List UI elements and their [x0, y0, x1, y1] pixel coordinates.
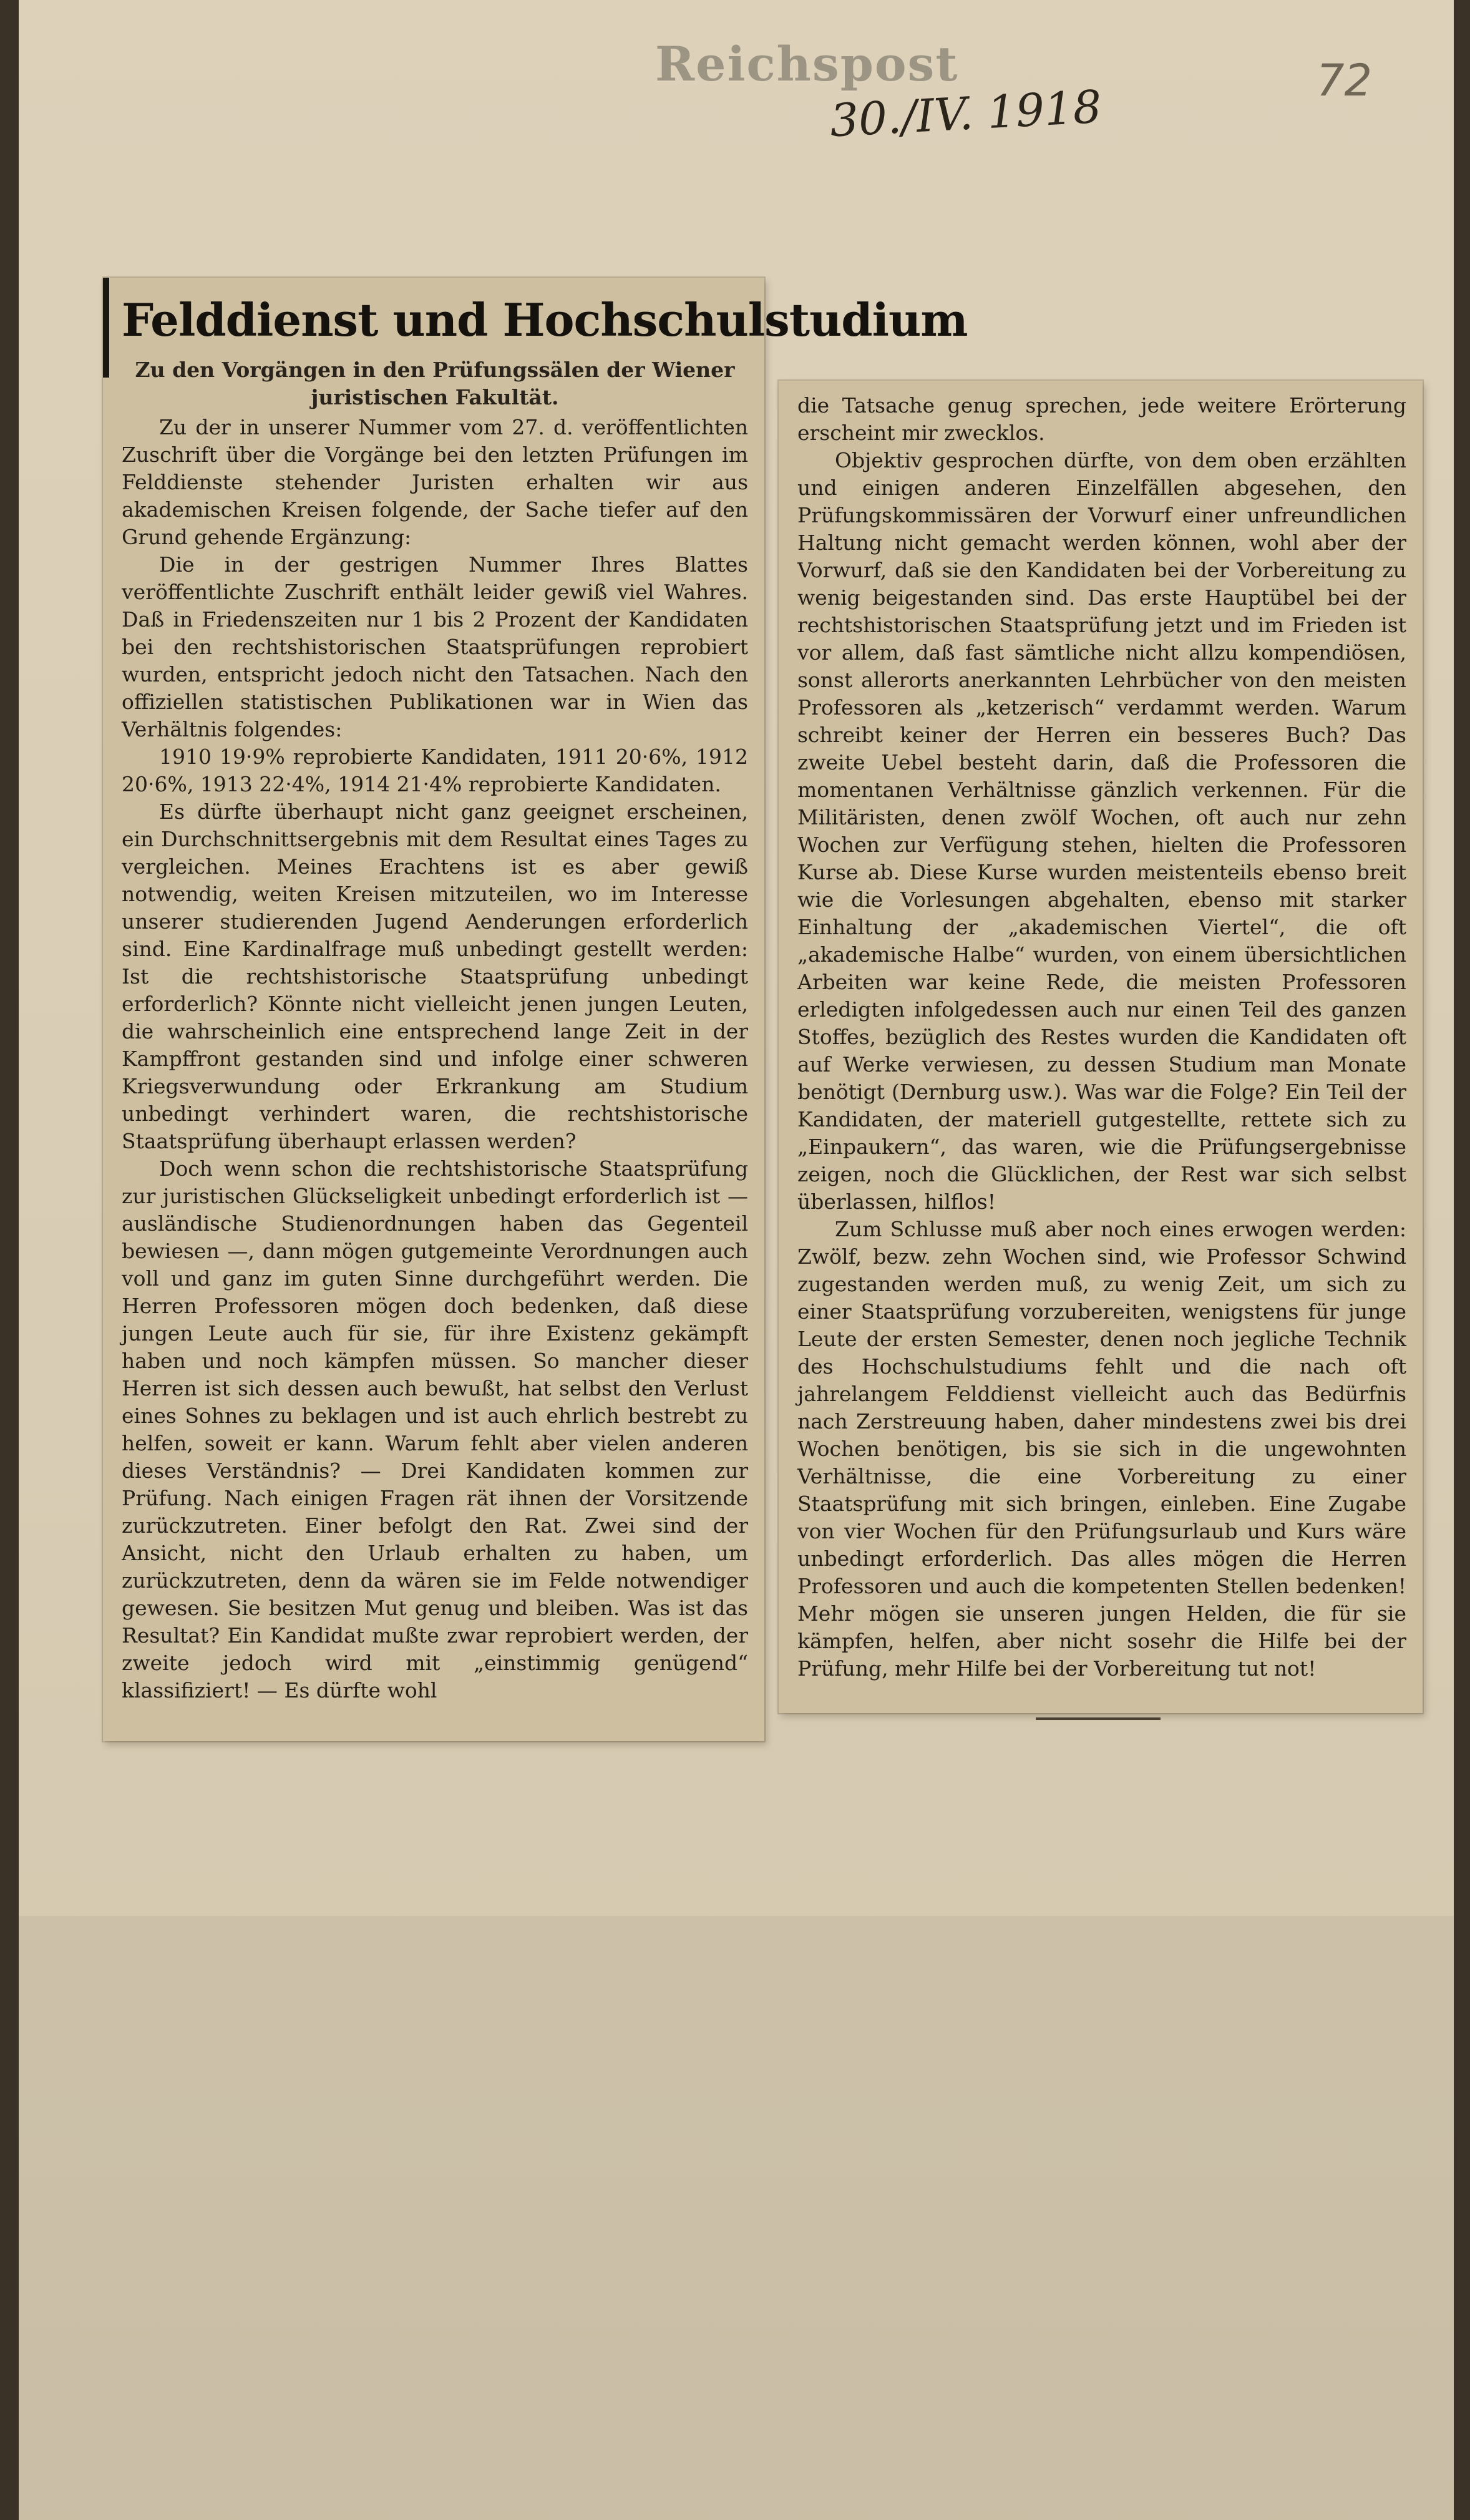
left-column-body	[122, 414, 748, 1704]
clipping-left-column	[103, 278, 968, 1741]
article-paragraph: 1910 19·9% reprobierte Kandidaten, 1911 20·6%, 1912 20·6%, 1913 22·4%, 1914 21·4% reprobierte Kandidaten.	[122, 745, 748, 796]
right-column-body	[797, 392, 1406, 1682]
clipping-right-column	[779, 381, 1423, 1713]
article-paragraph: die Tatsache genug sprechen, jede weitere Erörterung erscheint mir zwecklos.	[797, 393, 1406, 445]
handwritten-date: 30./IV. 1918	[829, 80, 1103, 147]
page-number: 72	[1317, 55, 1373, 106]
closing-rule	[1036, 1717, 1161, 1720]
article-paragraph: Die in der gestrigen Nummer Ihres Blattes veröffentlichte Zuschrift enthält leider gewiß viel Wahres. Daß in Friedenszeiten nur 1 bis 2 Prozent der Kandidaten bei den rechtshistorischen Staatsprüfungen reprobiert wurden, entspricht jedoch nicht den Tatsachen. Nach den offiziellen statistischen Publikationen war in Wien das Verhältnis folgendes:	[122, 552, 748, 741]
article-paragraph: Es dürfte überhaupt nicht ganz geeignet erscheinen, ein Durchschnittsergebnis mit dem Resultat eines Tages zu vergleichen. Meines Erachtens ist es aber gewiß notwendig, weiten Kreisen mitzuteilen, wo im Interesse unserer studierenden Jugend Aenderungen erforderlich sind. Eine Kardinalfrage muß unbedingt gestellt werden: Ist die rechtshistorische Staatsprüfung unbedingt erforderlich? Könnte nicht vielleicht jenen jungen Leuten, die wahrscheinlich eine entsprechend lange Zeit in der Kampffront gestanden sind und infolge einer schweren Kriegsverwundung oder Erkrankung am Studium unbedingt verhindert waren, die rechtshistorische Staatsprüfung überhaupt erlassen werden?	[122, 799, 748, 1153]
article-headline: Felddienst und Hochschulstudium	[122, 293, 968, 346]
article-paragraph: Doch wenn schon die rechtshistorische Staatsprüfung zur juristischen Glückseligkeit unbedingt erforderlich ist — ausländische Studienordnungen haben das Gegenteil bewiesen —, dann mögen gutgemeinte Verordnungen auch voll und ganz im guten Sinne durchgeführt werden. Die Herren Professoren mögen doch bedenken, daß diese jungen Leute auch für sie, für ihre Existenz gekämpft haben und noch kämpfen müssen. So mancher dieser Herren ist sich dessen auch bewußt, hat selbst den Verlust eines Sohnes zu beklagen und ist auch ehrlich bestrebt zu helfen, soweit er kann. Warum fehlt aber vielen anderen dieses Verständnis? — Drei Kandidaten kommen zur Prüfung. Nach einigen Fragen rät ihnen der Vorsitzende zurückzutreten. Einer befolgt den Rat. Zwei sind der Ansicht, nicht den Urlaub erhalten zu haben, um zurückzutreten, denn da wären sie im Felde notwendiger gewesen. Sie besitzen Mut genug und bleiben. Was ist das Resultat? Ein Kandidat mußte zwar reprobiert werden, der zweite jedoch wird mit „einstimmig genügend“ klassifiziert! — Es dürfte wohl	[122, 1156, 748, 1702]
article-paragraph: Zu der in unserer Nummer vom 27. d. veröffentlichten Zuschrift über die Vorgänge bei den letzten Prüfungen im Felddienste stehender Juristen erhalten wir aus akademischen Kreisen folgende, der Sache tiefer auf den Grund gehende Ergänzung:	[122, 415, 748, 549]
article-subhead: Zu den Vorgängen in den Prüfungssälen der Wiener juristischen Fakultät.	[135, 358, 735, 409]
article-paragraph: Objektiv gesprochen dürfte, von dem oben erzählten und einigen anderen Einzelfällen abgesehen, den Prüfungskommissären der Vorwurf einer unfreundlichen Haltung nicht gemacht werden können, wohl aber der Vorwurf, daß sie den Kandidaten bei der Vorbereitung zu wenig beigestanden sind. Das erste Hauptübel bei der rechtshistorischen Staatsprüfung jetzt und im Frieden ist vor allem, daß fast sämtliche nicht allzu kompendiösen, sonst allerorts anerkannten Lehrbücher von den meisten Professoren als „ketzerisch“ verdammt werden. Warum schreibt keiner der Herren ein besseres Buch? Das zweite Uebel besteht darin, daß die Professoren die momentanen Verhältnisse gänzlich verkennen. Für die Militäristen, denen zwölf Wochen, oft auch nur zehn Wochen zur Verfügung stehen, hielten die Professoren Kurse ab. Diese Kurse wurden meistenteils ebenso breit wie die Vorlesungen abgehalten, ebenso mit starker Einhaltung der „akademischen Viertel“, die oft „akademische Halbe“ wurden, von einem übersichtlichen Arbeiten war keine Rede, die meisten Professoren erledigten infolgedessen auch nur einen Teil des ganzen Stoffes, bezüglich des Restes wurden die Kandidaten oft auf Werke verwiesen, zu dessen Studium man Monate benötigt (Dernburg usw.). Was war die Folge? Ein Teil der Kandidaten, der materiell gutgestellte, rettete sich zu „Einpaukern“, das waren, wie die Prüfungsergebnisse zeigen, noch die Glücklichen, der Rest war sich selbst überlassen, hilflos!	[797, 448, 1406, 1214]
newspaper-stamp: Reichspost	[655, 36, 959, 92]
article-paragraph: Zum Schlusse muß aber noch eines erwogen werden: Zwölf, bezw. zehn Wochen sind, wie Professor Schwind zugestanden werden muß, zu wenig Zeit, um sich zu einer Staatsprüfung vorzubereiten, wenigstens für junge Leute der ersten Semester, denen noch jegliche Technik des Hochschulstudiums fehlt und die nach oft jahrelangem Felddienst vielleicht auch das Bedürfnis nach Zerstreuung haben, daher mindestens zwei bis drei Wochen benötigen, bis sie sich in die ungewohnten Verhältnisse, die eine Vorbereitung zu einer Staatsprüfung mit sich bringen, einleben. Eine Zugabe von vier Wochen für den Prüfungsurlaub und Kurs wäre unbedingt erforderlich. Das alles mögen die Herren Professoren und auch die kompetenten Stellen bedenken! Mehr mögen sie unseren jungen Helden, die für sie kämpfen, helfen, aber nicht sosehr die Hilfe bei der Prüfung, mehr Hilfe bei der Vorbereitung tut not!	[797, 1217, 1406, 1681]
